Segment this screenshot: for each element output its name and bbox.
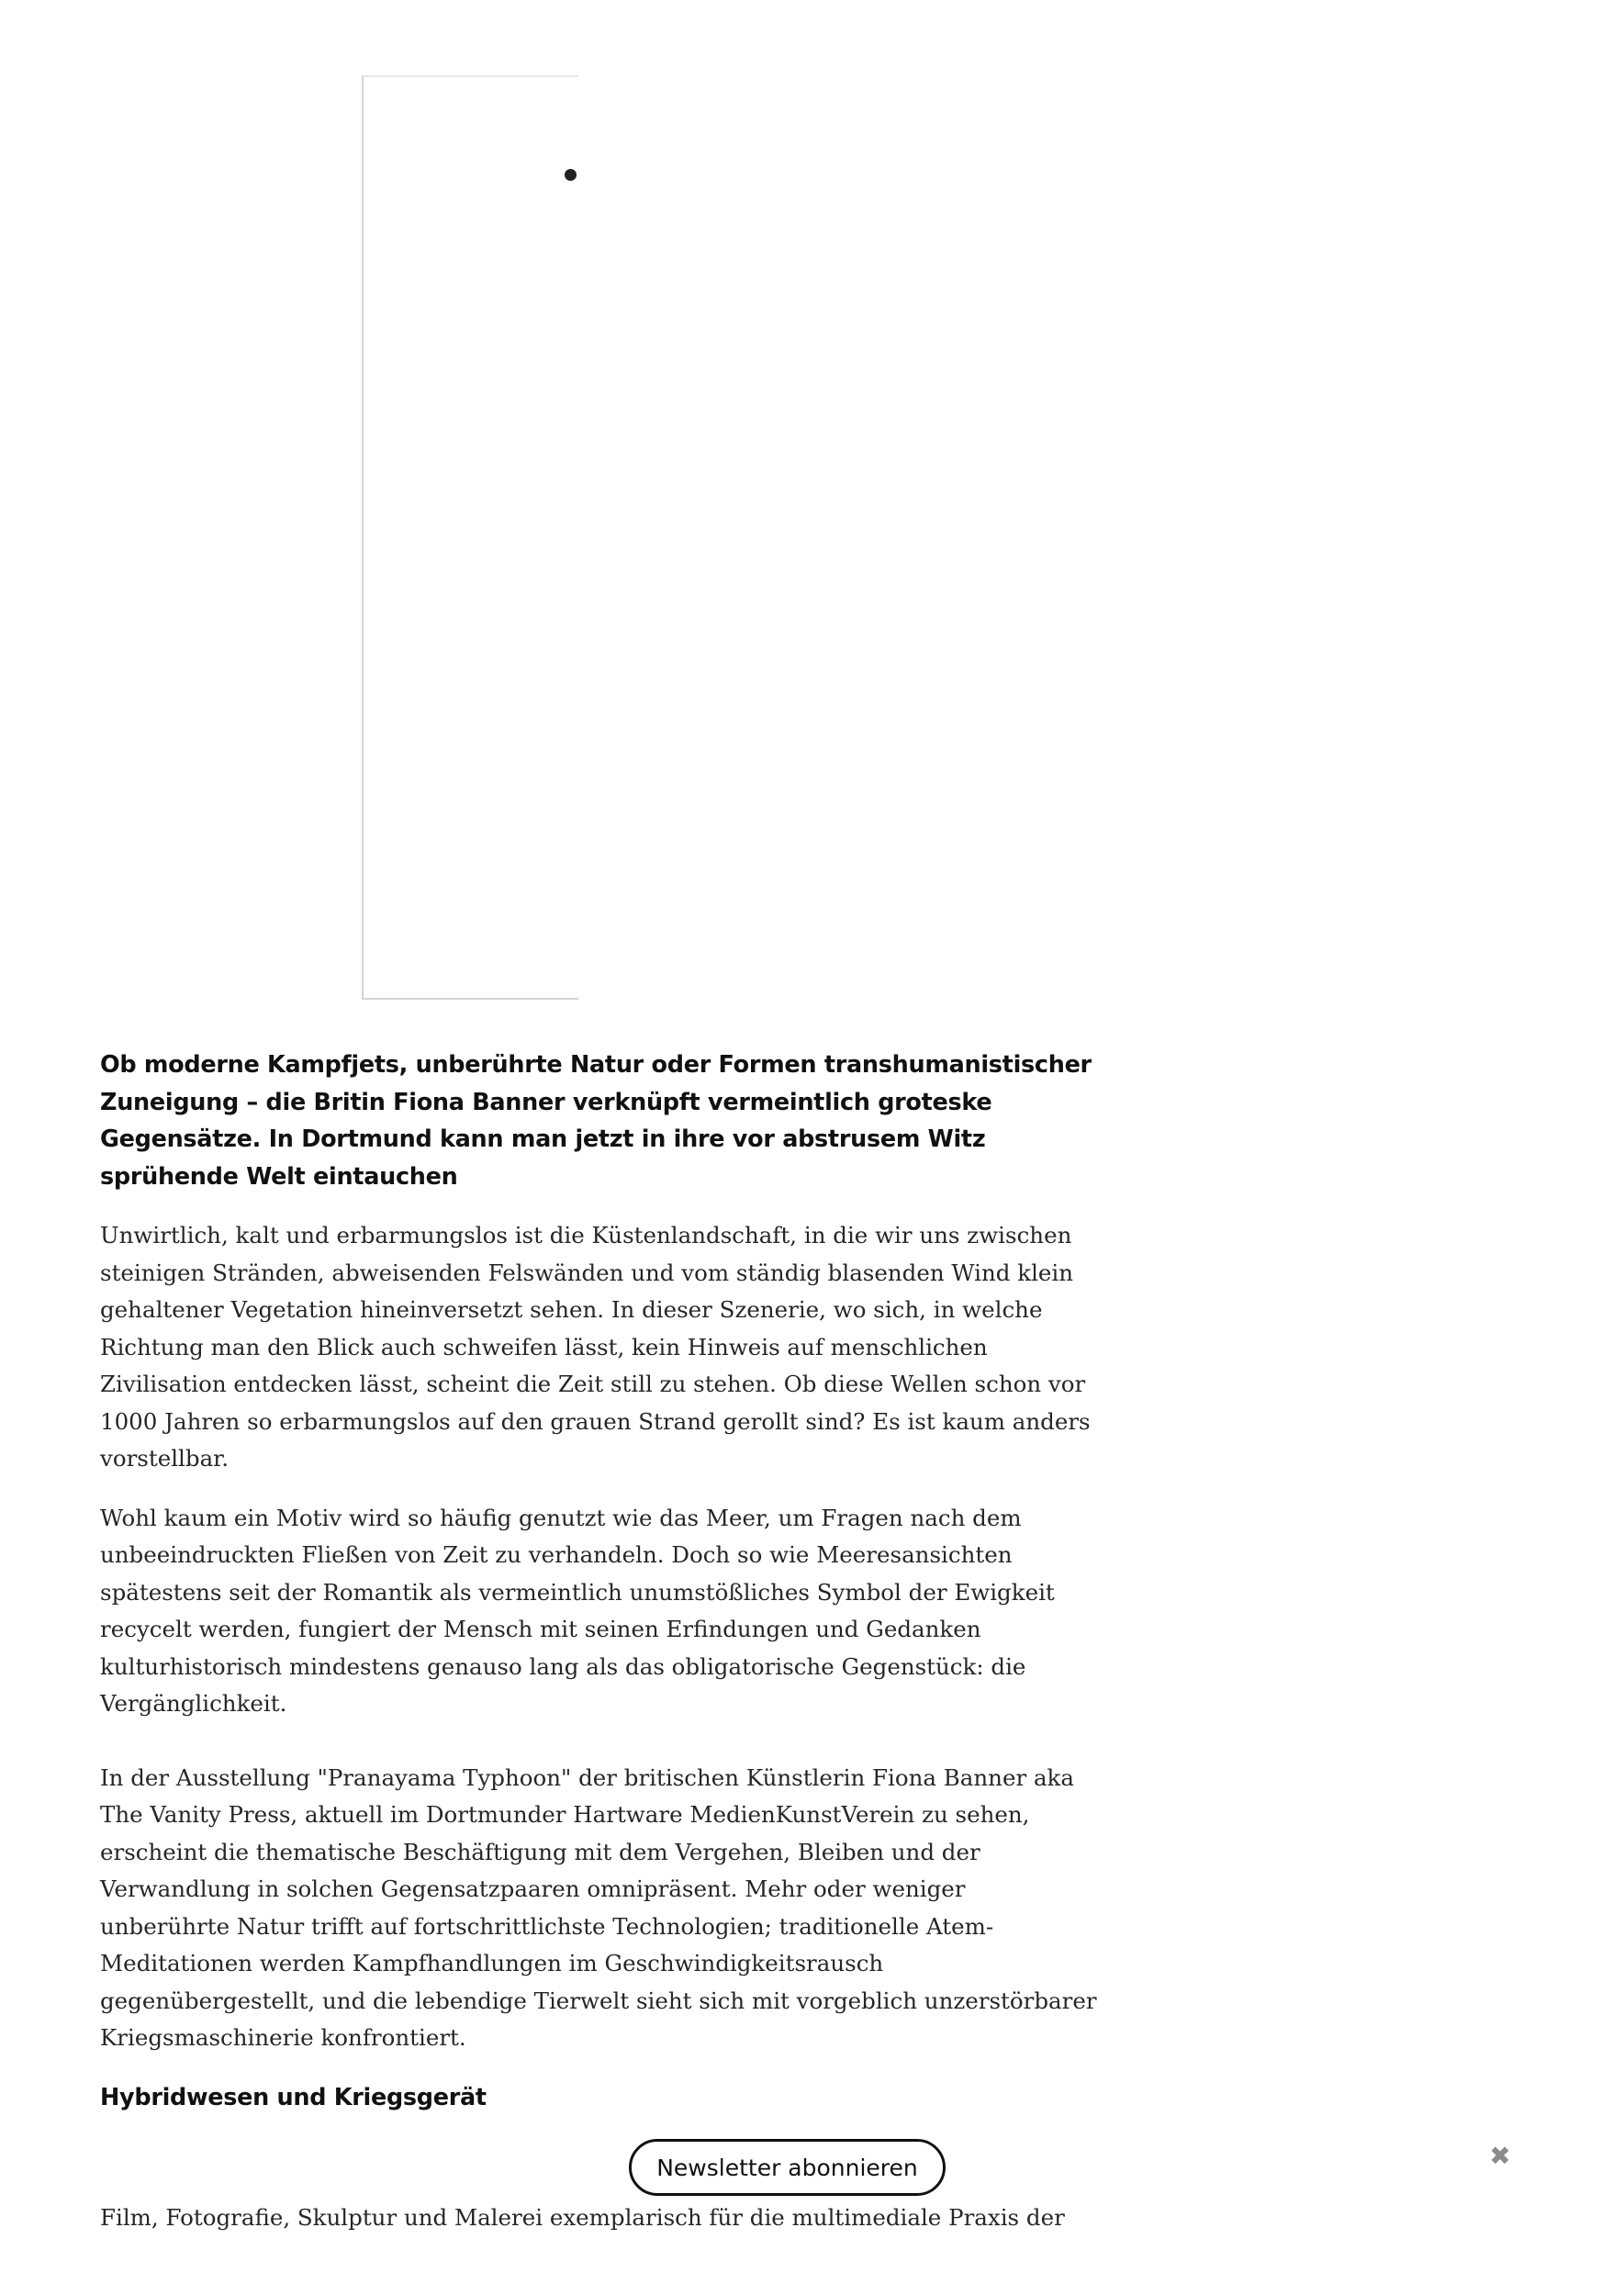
article-paragraph: Film, Fotografie, Skulptur und Malerei exemplarisch für die multimediale Praxis der	[100, 2204, 1065, 2231]
article-lead: Ob moderne Kampfjets, unberührte Natur oder Formen transhumanistischer Zuneigung – die Britin Fiona Banner verknüpft vermeintlich groteske Gegensätze. In Dortmund kann man jetzt in ihre vor abstrusem Witz sprühende Welt eintauchen	[100, 1051, 1092, 1191]
article-body	[100, 1047, 1101, 2116]
article-paragraph: In der Ausstellung "Pranayama Typhoon" der britischen Künstlerin Fiona Banner aka The Vanity Press, aktuell im Dortmunder Hartware MedienKunstVerein zu sehen, erscheint die thematische Beschäftigung mit dem Vergehen, Bleiben und der Verwandlung in solchen Gegensatzpaaren omnipräsent. Mehr oder weniger unberührte Natur trifft auf fortschrittlichste Technologien; traditionelle Atem-Meditationen werden Kampfhandlungen im Geschwindigkeitsrausch gegenübergestellt, und die lebendige Tierwelt sieht sich mit vorgeblich unzerstörbarer Kriegsmaschinerie konfrontiert.	[100, 1763, 1097, 2051]
close-icon[interactable]: ✖	[1489, 2140, 1511, 2171]
embedded-media-frame	[362, 75, 578, 1000]
article-paragraph: Unwirtlich, kalt und erbarmungslos ist die Küstenlandschaft, in die wir uns zwischen steinigen Stränden, abweisenden Felswänden und vom ständig blasenden Wind klein gehaltener Vegetation hineinversetzt sehen. In dieser Szenerie, wo sich, in welche Richtung man den Blick auch schweifen lässt, kein Hinweis auf menschlichen Zivilisation entdecken lässt, scheint die Zeit still zu stehen. Ob diese Wellen schon vor 1000 Jahren so erbarmungslos auf den grauen Strand gerollt sind? Es ist kaum anders vorstellbar.	[100, 1222, 1091, 1472]
article-paragraph: Wohl kaum ein Motiv wird so häufig genutzt wie das Meer, um Fragen nach dem unbeeindruckten Fließen von Zeit zu verhandeln. Doch so wie Meeresansichten spätestens seit der Romantik als vermeintlich unumstößliches Symbol der Ewigkeit recycelt werden, fungiert der Mensch mit seinen Erfindungen und Gedanken kulturhistorisch mindestens genauso lang als das obligatorische Gegenstück: die Vergänglichkeit.	[100, 1504, 1055, 1717]
article-clipped-text	[100, 2190, 1101, 2231]
section-heading: Hybridwesen und Kriegsgerät	[100, 2083, 487, 2111]
media-loading-dot	[565, 169, 577, 181]
newsletter-subscribe-button[interactable]: Newsletter abonnieren	[629, 2139, 946, 2196]
